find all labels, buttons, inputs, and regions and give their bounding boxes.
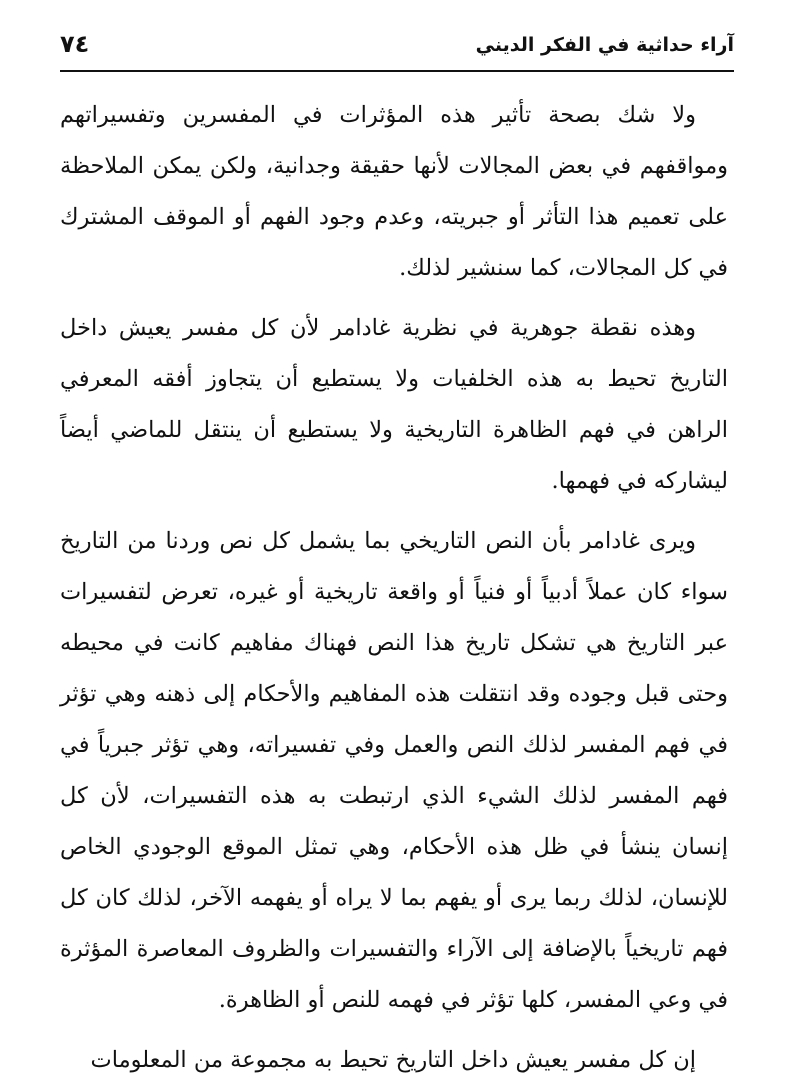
page-number: ٧٤	[60, 30, 90, 58]
paragraph-4: إن كل مفسر يعيش داخل التاريخ تحيط به مجموعة من المعلومات	[90, 1047, 696, 1073]
running-header	[60, 30, 734, 70]
header-rule	[60, 70, 734, 72]
paragraph-3: ويرى غادامر بأن النص التاريخي بما يشمل كل نص وردنا من التاريخ سواء كان عملاً أدبياً أو فنياً أو واقعة تاريخية أو غيره، تعرض لتفسيرات عبر التاريخ هي تشكل تاريخ هذا النص فهناك مفاهيم كانت في محيطه وحتى قبل وجوده وقد انتقلت هذه المفاهيم والأحكام إلى ذهنه وهي تؤثر في فهم المفسر لذلك النص والعمل وفي تفسيراته، وهي تؤثر جبرياً في فهم المفسر لذلك الشيء الذي ارتبطت به هذه التفسيرات، لأن كل إنسان ينشأ في ظل هذه الأحكام، وهي تمثل الموقع الوجودي الخاص للإنسان، لذلك ربما يرى أو يفهم بما لا يراه أو يفهمه الآخر، لذلك كان كل فهم تاريخياً بالإضافة إلى الآراء والتفسيرات والظروف المعاصرة المؤثرة في وعي المفسر، كلها تؤثر في فهمه للنص أو الظاهرة.	[60, 528, 728, 1013]
body-text	[60, 90, 728, 1086]
paragraph-1: ولا شك بصحة تأثير هذه المؤثرات في المفسرين وتفسيراتهم ومواقفهم في بعض المجالات لأنها حقيقة وجدانية، ولكن يمكن الملاحظة على تعميم هذا التأثر أو جبريته، وعدم وجود الفهم أو الموقف المشترك في كل المجالات، كما سنشير لذلك.	[60, 102, 728, 281]
paragraph-2: وهذه نقطة جوهرية في نظرية غادامر لأن كل مفسر يعيش داخل التاريخ تحيط به هذه الخلفيات ولا يستطيع أن يتجاوز أفقه المعرفي الراهن في فهم الظاهرة التاريخية ولا يستطيع أن ينتقل للماضي أيضاً ليشاركه في فهمها.	[60, 315, 728, 494]
running-header-title: آراء حداثية في الفكر الديني	[475, 34, 734, 56]
